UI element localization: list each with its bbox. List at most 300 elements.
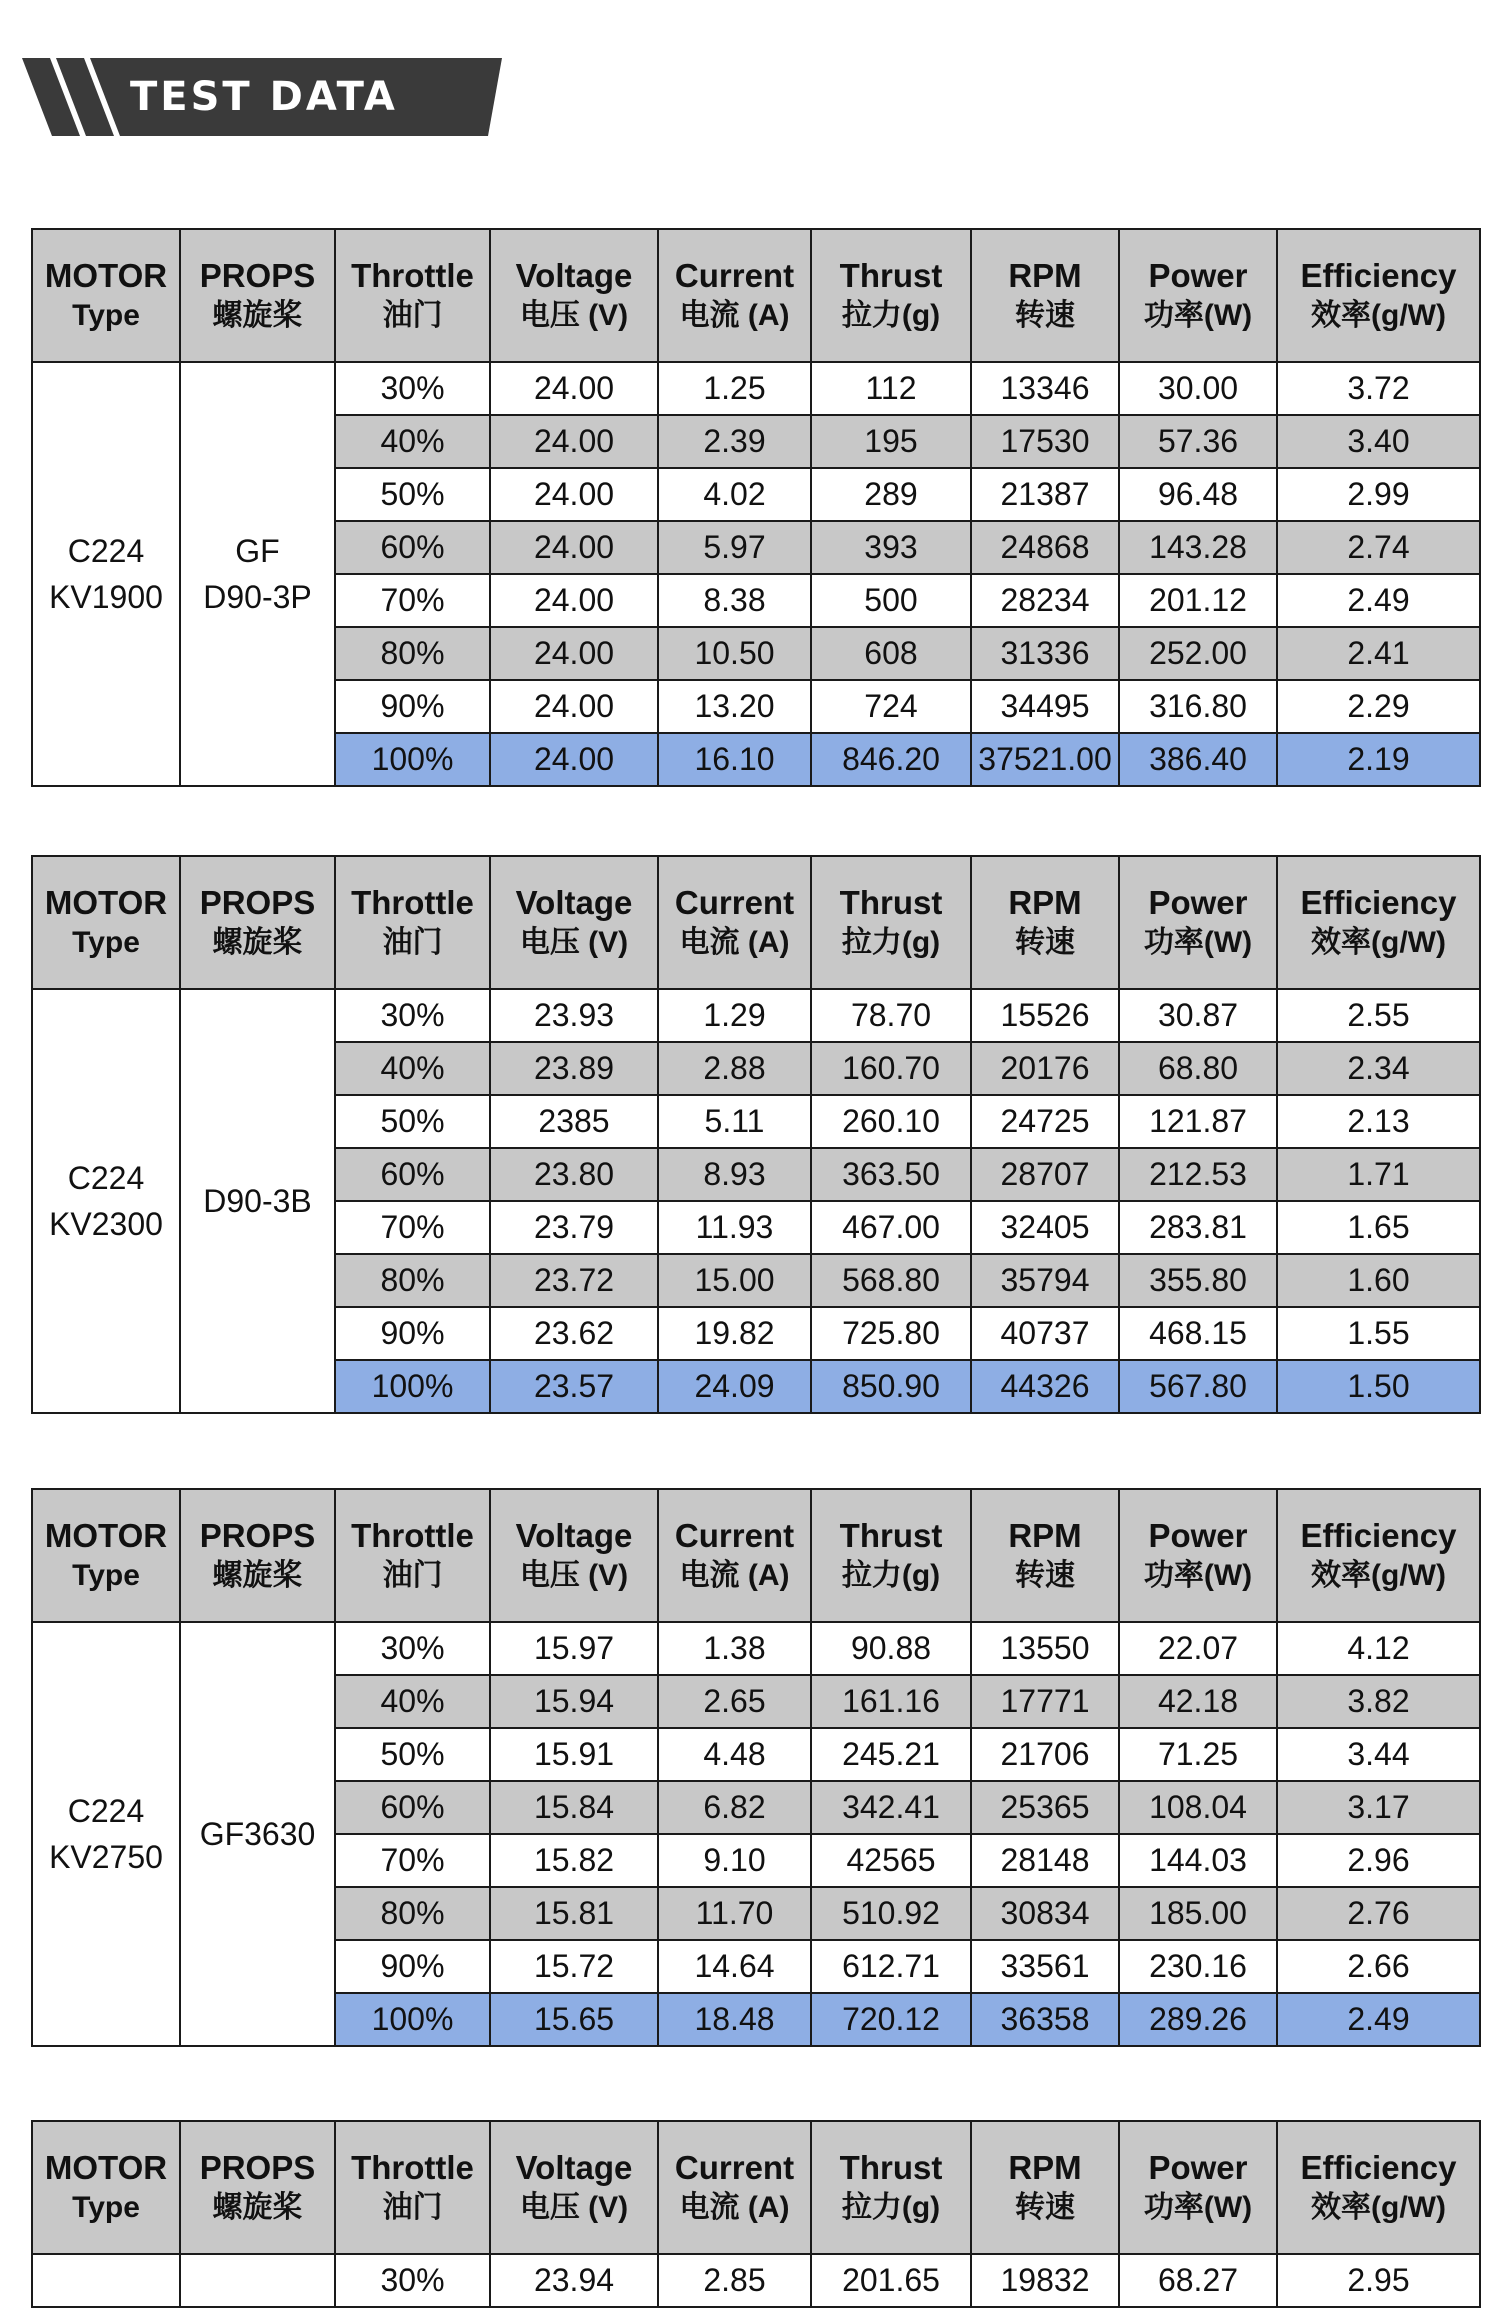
data-cell: 11.93 [658,1201,811,1254]
column-header [335,1489,490,1622]
data-cell: 30.87 [1119,989,1277,1042]
data-cell: 2.85 [658,2254,811,2307]
column-header-cn: 拉力(g) [841,925,941,959]
column-header [490,1489,658,1622]
table-row [32,2254,1480,2307]
data-cell: 850.90 [811,1360,971,1413]
column-header-en: Throttle [351,2148,474,2186]
header-row [32,1489,1480,1622]
column-header-cn: 电压 (V) [519,2190,629,2224]
data-cell: 500 [811,574,971,627]
column-header [180,856,335,989]
column-header-cn: 功率(W) [1143,2190,1253,2224]
column-header [811,856,971,989]
data-cell: 245.21 [811,1728,971,1781]
data-cell: 612.71 [811,1940,971,1993]
data-cell: 121.87 [1119,1095,1277,1148]
data-cell: 2.88 [658,1042,811,1095]
data-cell: 68.27 [1119,2254,1277,2307]
data-cell: 1.38 [658,1622,811,1675]
data-cell: 13.20 [658,680,811,733]
data-cell: 15.00 [658,1254,811,1307]
header-row [32,2121,1480,2254]
data-cell: 8.93 [658,1148,811,1201]
data-cell: 34495 [971,680,1119,733]
data-cell: 212.53 [1119,1148,1277,1201]
column-header-en: Power [1148,2148,1248,2186]
column-header [1277,2121,1480,2254]
column-header [658,1489,811,1622]
column-header-en: PROPS [199,256,316,294]
data-cell: 24.00 [490,627,658,680]
data-cell: 2.39 [658,415,811,468]
data-cell: 80% [335,1254,490,1307]
data-cell: 16.10 [658,733,811,786]
data-cell: 467.00 [811,1201,971,1254]
data-cell: 1.29 [658,989,811,1042]
data-cell: 15.91 [490,1728,658,1781]
data-cell: 30% [335,362,490,415]
data-cell: 2.13 [1277,1095,1480,1148]
data-cell: 3.40 [1277,415,1480,468]
data-cell: 3.44 [1277,1728,1480,1781]
column-header-en: Current [674,256,795,294]
column-header-en: Throttle [351,1516,474,1554]
data-cell: 161.16 [811,1675,971,1728]
data-cell: 19.82 [658,1307,811,1360]
column-header-cn: 螺旋桨 [212,925,303,959]
column-header-cn: 油门 [382,1558,443,1592]
motor-cell [32,1622,180,2046]
column-header-cn: 效率(g/W) [1311,1558,1446,1592]
column-header-cn: 拉力(g) [841,2190,941,2224]
data-cell: 230.16 [1119,1940,1277,1993]
props-cell [180,2254,335,2307]
column-header-cn: 油门 [382,298,443,332]
data-cell: 10.50 [658,627,811,680]
data-cell: 3.82 [1277,1675,1480,1728]
data-cell: 2385 [490,1095,658,1148]
data-cell: 35794 [971,1254,1119,1307]
column-header-cn: 功率(W) [1143,298,1253,332]
data-cell: 363.50 [811,1148,971,1201]
column-header-en: Voltage [515,2148,633,2186]
data-cell: 11.70 [658,1887,811,1940]
data-cell: 23.57 [490,1360,658,1413]
column-header-cn: 拉力(g) [841,1558,941,1592]
column-header [32,856,180,989]
column-header-cn: 螺旋桨 [212,2190,303,2224]
column-header-cn: Type [72,298,140,332]
column-header [1277,1489,1480,1622]
data-cell: 23.80 [490,1148,658,1201]
data-cell: 5.97 [658,521,811,574]
data-cell: 2.99 [1277,468,1480,521]
column-header [971,229,1119,362]
data-cell: 1.50 [1277,1360,1480,1413]
data-cell: 50% [335,1728,490,1781]
column-header-cn: 电流 (A) [679,2190,790,2224]
data-cell: 3.17 [1277,1781,1480,1834]
data-cell: 846.20 [811,733,971,786]
column-header [811,2121,971,2254]
data-cell: 22.07 [1119,1622,1277,1675]
column-header [180,229,335,362]
column-header-en: Thrust [839,256,943,294]
data-cell: 100% [335,1993,490,2046]
data-cell: 24725 [971,1095,1119,1148]
column-header-cn: 效率(g/W) [1311,2190,1446,2224]
column-header [1119,1489,1277,1622]
motor-label: KV2750 [49,1839,163,1875]
props-label: GF [235,533,280,569]
data-cell: 25365 [971,1781,1119,1834]
data-cell: 70% [335,1834,490,1887]
column-header-en: MOTOR [44,256,168,294]
column-header [1119,229,1277,362]
data-cell: 33561 [971,1940,1119,1993]
data-cell: 42565 [811,1834,971,1887]
data-cell: 1.60 [1277,1254,1480,1307]
data-cell: 21706 [971,1728,1119,1781]
data-cell: 1.55 [1277,1307,1480,1360]
column-header-cn: 油门 [382,925,443,959]
data-cell: 68.80 [1119,1042,1277,1095]
page-title: TEST DATA [130,74,398,120]
data-cell: 2.34 [1277,1042,1480,1095]
column-header-cn: Type [72,925,140,959]
data-cell: 108.04 [1119,1781,1277,1834]
data-cell: 13346 [971,362,1119,415]
data-cell: 40737 [971,1307,1119,1360]
data-cell: 37521.00 [971,733,1119,786]
data-cell: 28707 [971,1148,1119,1201]
data-cell: 15.82 [490,1834,658,1887]
data-cell: 40% [335,415,490,468]
column-header-en: RPM [1008,256,1082,294]
column-header [971,856,1119,989]
column-header-en: RPM [1008,1516,1082,1554]
column-header-en: RPM [1008,2148,1082,2186]
data-cell: 28234 [971,574,1119,627]
data-cell: 24.00 [490,362,658,415]
column-header-cn: 转速 [1015,1558,1075,1592]
data-cell: 24868 [971,521,1119,574]
data-cell: 252.00 [1119,627,1277,680]
data-cell: 24.00 [490,468,658,521]
data-cell: 2.41 [1277,627,1480,680]
table-row [32,362,1480,415]
data-cell: 80% [335,627,490,680]
column-header-cn: 螺旋桨 [212,1558,303,1592]
column-header [490,229,658,362]
data-cell: 185.00 [1119,1887,1277,1940]
data-cell: 393 [811,521,971,574]
column-header-cn: 电压 (V) [519,298,629,332]
column-header-cn: 转速 [1015,2190,1075,2224]
data-cell: 90% [335,1940,490,1993]
data-cell: 60% [335,1781,490,1834]
data-cell: 289.26 [1119,1993,1277,2046]
data-cell: 40% [335,1675,490,1728]
column-header-cn: 电压 (V) [519,925,629,959]
data-cell: 90% [335,680,490,733]
column-header-cn: 功率(W) [1143,925,1253,959]
data-cell: 78.70 [811,989,971,1042]
column-header-en: Current [674,2148,795,2186]
data-cell: 36358 [971,1993,1119,2046]
column-header-en: Power [1148,1516,1248,1554]
data-cell: 44326 [971,1360,1119,1413]
test-data-table-2 [31,855,1481,1414]
data-cell: 70% [335,574,490,627]
data-cell: 24.00 [490,521,658,574]
data-cell: 50% [335,1095,490,1148]
data-cell: 112 [811,362,971,415]
data-cell: 31336 [971,627,1119,680]
column-header-en: PROPS [199,1516,316,1554]
data-cell: 2.95 [1277,2254,1480,2307]
column-header [1277,856,1480,989]
column-header-en: Efficiency [1300,883,1457,921]
column-header-cn: 转速 [1015,298,1075,332]
data-cell: 80% [335,1887,490,1940]
data-cell: 725.80 [811,1307,971,1360]
data-cell: 2.76 [1277,1887,1480,1940]
test-data-table-3 [31,1488,1481,2047]
column-header-en: Voltage [515,256,633,294]
data-cell: 15.94 [490,1675,658,1728]
data-cell: 143.28 [1119,521,1277,574]
data-cell: 2.74 [1277,521,1480,574]
column-header-en: Throttle [351,256,474,294]
props-cell [180,989,335,1413]
column-header-cn: 效率(g/W) [1311,298,1446,332]
data-cell: 260.10 [811,1095,971,1148]
column-header-cn: 螺旋桨 [212,298,303,332]
data-cell: 18.48 [658,1993,811,2046]
data-cell: 30834 [971,1887,1119,1940]
motor-cell [32,2254,180,2307]
data-cell: 30% [335,2254,490,2307]
data-cell: 289 [811,468,971,521]
column-header [335,856,490,989]
column-header [1119,856,1277,989]
props-label: GF3630 [199,1816,316,1852]
data-cell: 24.09 [658,1360,811,1413]
column-header [335,2121,490,2254]
test-data-table-4 [31,2120,1481,2308]
column-header-cn: 电流 (A) [679,925,790,959]
column-header-en: Thrust [839,1516,943,1554]
column-header-en: Thrust [839,883,943,921]
column-header [32,1489,180,1622]
data-cell: 20176 [971,1042,1119,1095]
data-cell: 24.00 [490,733,658,786]
data-cell: 608 [811,627,971,680]
data-cell: 19832 [971,2254,1119,2307]
column-header-en: RPM [1008,883,1082,921]
props-label: D90-3P [203,579,312,615]
column-header-en: MOTOR [44,1516,168,1554]
data-cell: 2.66 [1277,1940,1480,1993]
data-cell: 30% [335,989,490,1042]
motor-cell [32,989,180,1413]
column-header [1277,229,1480,362]
data-cell: 3.72 [1277,362,1480,415]
column-header [32,2121,180,2254]
column-header-en: Throttle [351,883,474,921]
column-header-cn: 效率(g/W) [1311,925,1446,959]
column-header-en: Current [674,883,795,921]
column-header-en: Efficiency [1300,256,1457,294]
data-cell: 2.49 [1277,574,1480,627]
column-header-en: Voltage [515,883,633,921]
header-row [32,856,1480,989]
data-cell: 24.00 [490,680,658,733]
data-cell: 40% [335,1042,490,1095]
column-header [658,229,811,362]
data-cell: 32405 [971,1201,1119,1254]
data-cell: 144.03 [1119,1834,1277,1887]
column-header [811,1489,971,1622]
motor-label: C224 [67,533,145,569]
data-cell: 195 [811,415,971,468]
data-cell: 160.70 [811,1042,971,1095]
data-cell: 15.81 [490,1887,658,1940]
data-cell: 23.72 [490,1254,658,1307]
column-header-cn: 拉力(g) [841,298,941,332]
data-cell: 30% [335,1622,490,1675]
column-header [180,1489,335,1622]
data-cell: 1.71 [1277,1148,1480,1201]
data-cell: 21387 [971,468,1119,521]
data-cell: 24.00 [490,415,658,468]
data-cell: 17771 [971,1675,1119,1728]
data-cell: 5.11 [658,1095,811,1148]
props-cell [180,1622,335,2046]
data-cell: 57.36 [1119,415,1277,468]
data-cell: 2.49 [1277,1993,1480,2046]
data-cell: 1.65 [1277,1201,1480,1254]
data-cell: 70% [335,1201,490,1254]
column-header-en: Power [1148,256,1248,294]
data-cell: 23.89 [490,1042,658,1095]
data-cell: 283.81 [1119,1201,1277,1254]
data-cell: 100% [335,733,490,786]
data-cell: 510.92 [811,1887,971,1940]
data-cell: 90% [335,1307,490,1360]
column-header [490,856,658,989]
header-row [32,229,1480,362]
table-row [32,1622,1480,1675]
data-cell: 42.18 [1119,1675,1277,1728]
data-cell: 96.48 [1119,468,1277,521]
data-cell: 2.96 [1277,1834,1480,1887]
data-cell: 1.25 [658,362,811,415]
column-header [490,2121,658,2254]
data-cell: 23.93 [490,989,658,1042]
props-cell [180,362,335,786]
data-cell: 17530 [971,415,1119,468]
data-cell: 316.80 [1119,680,1277,733]
data-cell: 13550 [971,1622,1119,1675]
data-cell: 28148 [971,1834,1119,1887]
column-header [811,229,971,362]
motor-label: C224 [67,1793,145,1829]
data-cell: 201.12 [1119,574,1277,627]
data-cell: 30.00 [1119,362,1277,415]
data-cell: 2.65 [658,1675,811,1728]
data-cell: 60% [335,521,490,574]
data-cell: 90.88 [811,1622,971,1675]
column-header [658,2121,811,2254]
column-header [335,229,490,362]
data-cell: 720.12 [811,1993,971,2046]
data-cell: 23.62 [490,1307,658,1360]
data-cell: 15.97 [490,1622,658,1675]
data-cell: 71.25 [1119,1728,1277,1781]
data-cell: 100% [335,1360,490,1413]
data-cell: 342.41 [811,1781,971,1834]
data-cell: 4.48 [658,1728,811,1781]
data-cell: 724 [811,680,971,733]
column-header-en: Power [1148,883,1248,921]
data-cell: 15526 [971,989,1119,1042]
motor-label: KV2300 [49,1206,163,1242]
data-cell: 2.19 [1277,733,1480,786]
column-header [658,856,811,989]
column-header [32,229,180,362]
data-cell: 60% [335,1148,490,1201]
data-cell: 4.02 [658,468,811,521]
column-header-en: PROPS [199,2148,316,2186]
data-cell: 4.12 [1277,1622,1480,1675]
data-cell: 15.84 [490,1781,658,1834]
column-header-en: Current [674,1516,795,1554]
column-header [180,2121,335,2254]
column-header [971,1489,1119,1622]
column-header-cn: 功率(W) [1143,1558,1253,1592]
data-cell: 567.80 [1119,1360,1277,1413]
data-cell: 23.79 [490,1201,658,1254]
test-data-table-1 [31,228,1481,787]
data-cell: 386.40 [1119,733,1277,786]
table-row [32,989,1480,1042]
column-header-cn: 转速 [1015,925,1075,959]
column-header-en: Efficiency [1300,2148,1457,2186]
data-cell: 50% [335,468,490,521]
column-header-cn: 电流 (A) [679,1558,790,1592]
data-cell: 24.00 [490,574,658,627]
column-header-en: MOTOR [44,883,168,921]
data-cell: 8.38 [658,574,811,627]
column-header-cn: 电压 (V) [519,1558,629,1592]
props-label: D90-3B [203,1183,312,1219]
column-header [1119,2121,1277,2254]
motor-cell [32,362,180,786]
column-header-cn: Type [72,1558,140,1592]
column-header-cn: 电流 (A) [679,298,790,332]
data-cell: 2.29 [1277,680,1480,733]
motor-label: KV1900 [49,579,163,615]
column-header-en: MOTOR [44,2148,168,2186]
column-header-cn: Type [72,2190,140,2224]
data-cell: 9.10 [658,1834,811,1887]
data-cell: 568.80 [811,1254,971,1307]
column-header-en: PROPS [199,883,316,921]
data-cell: 23.94 [490,2254,658,2307]
